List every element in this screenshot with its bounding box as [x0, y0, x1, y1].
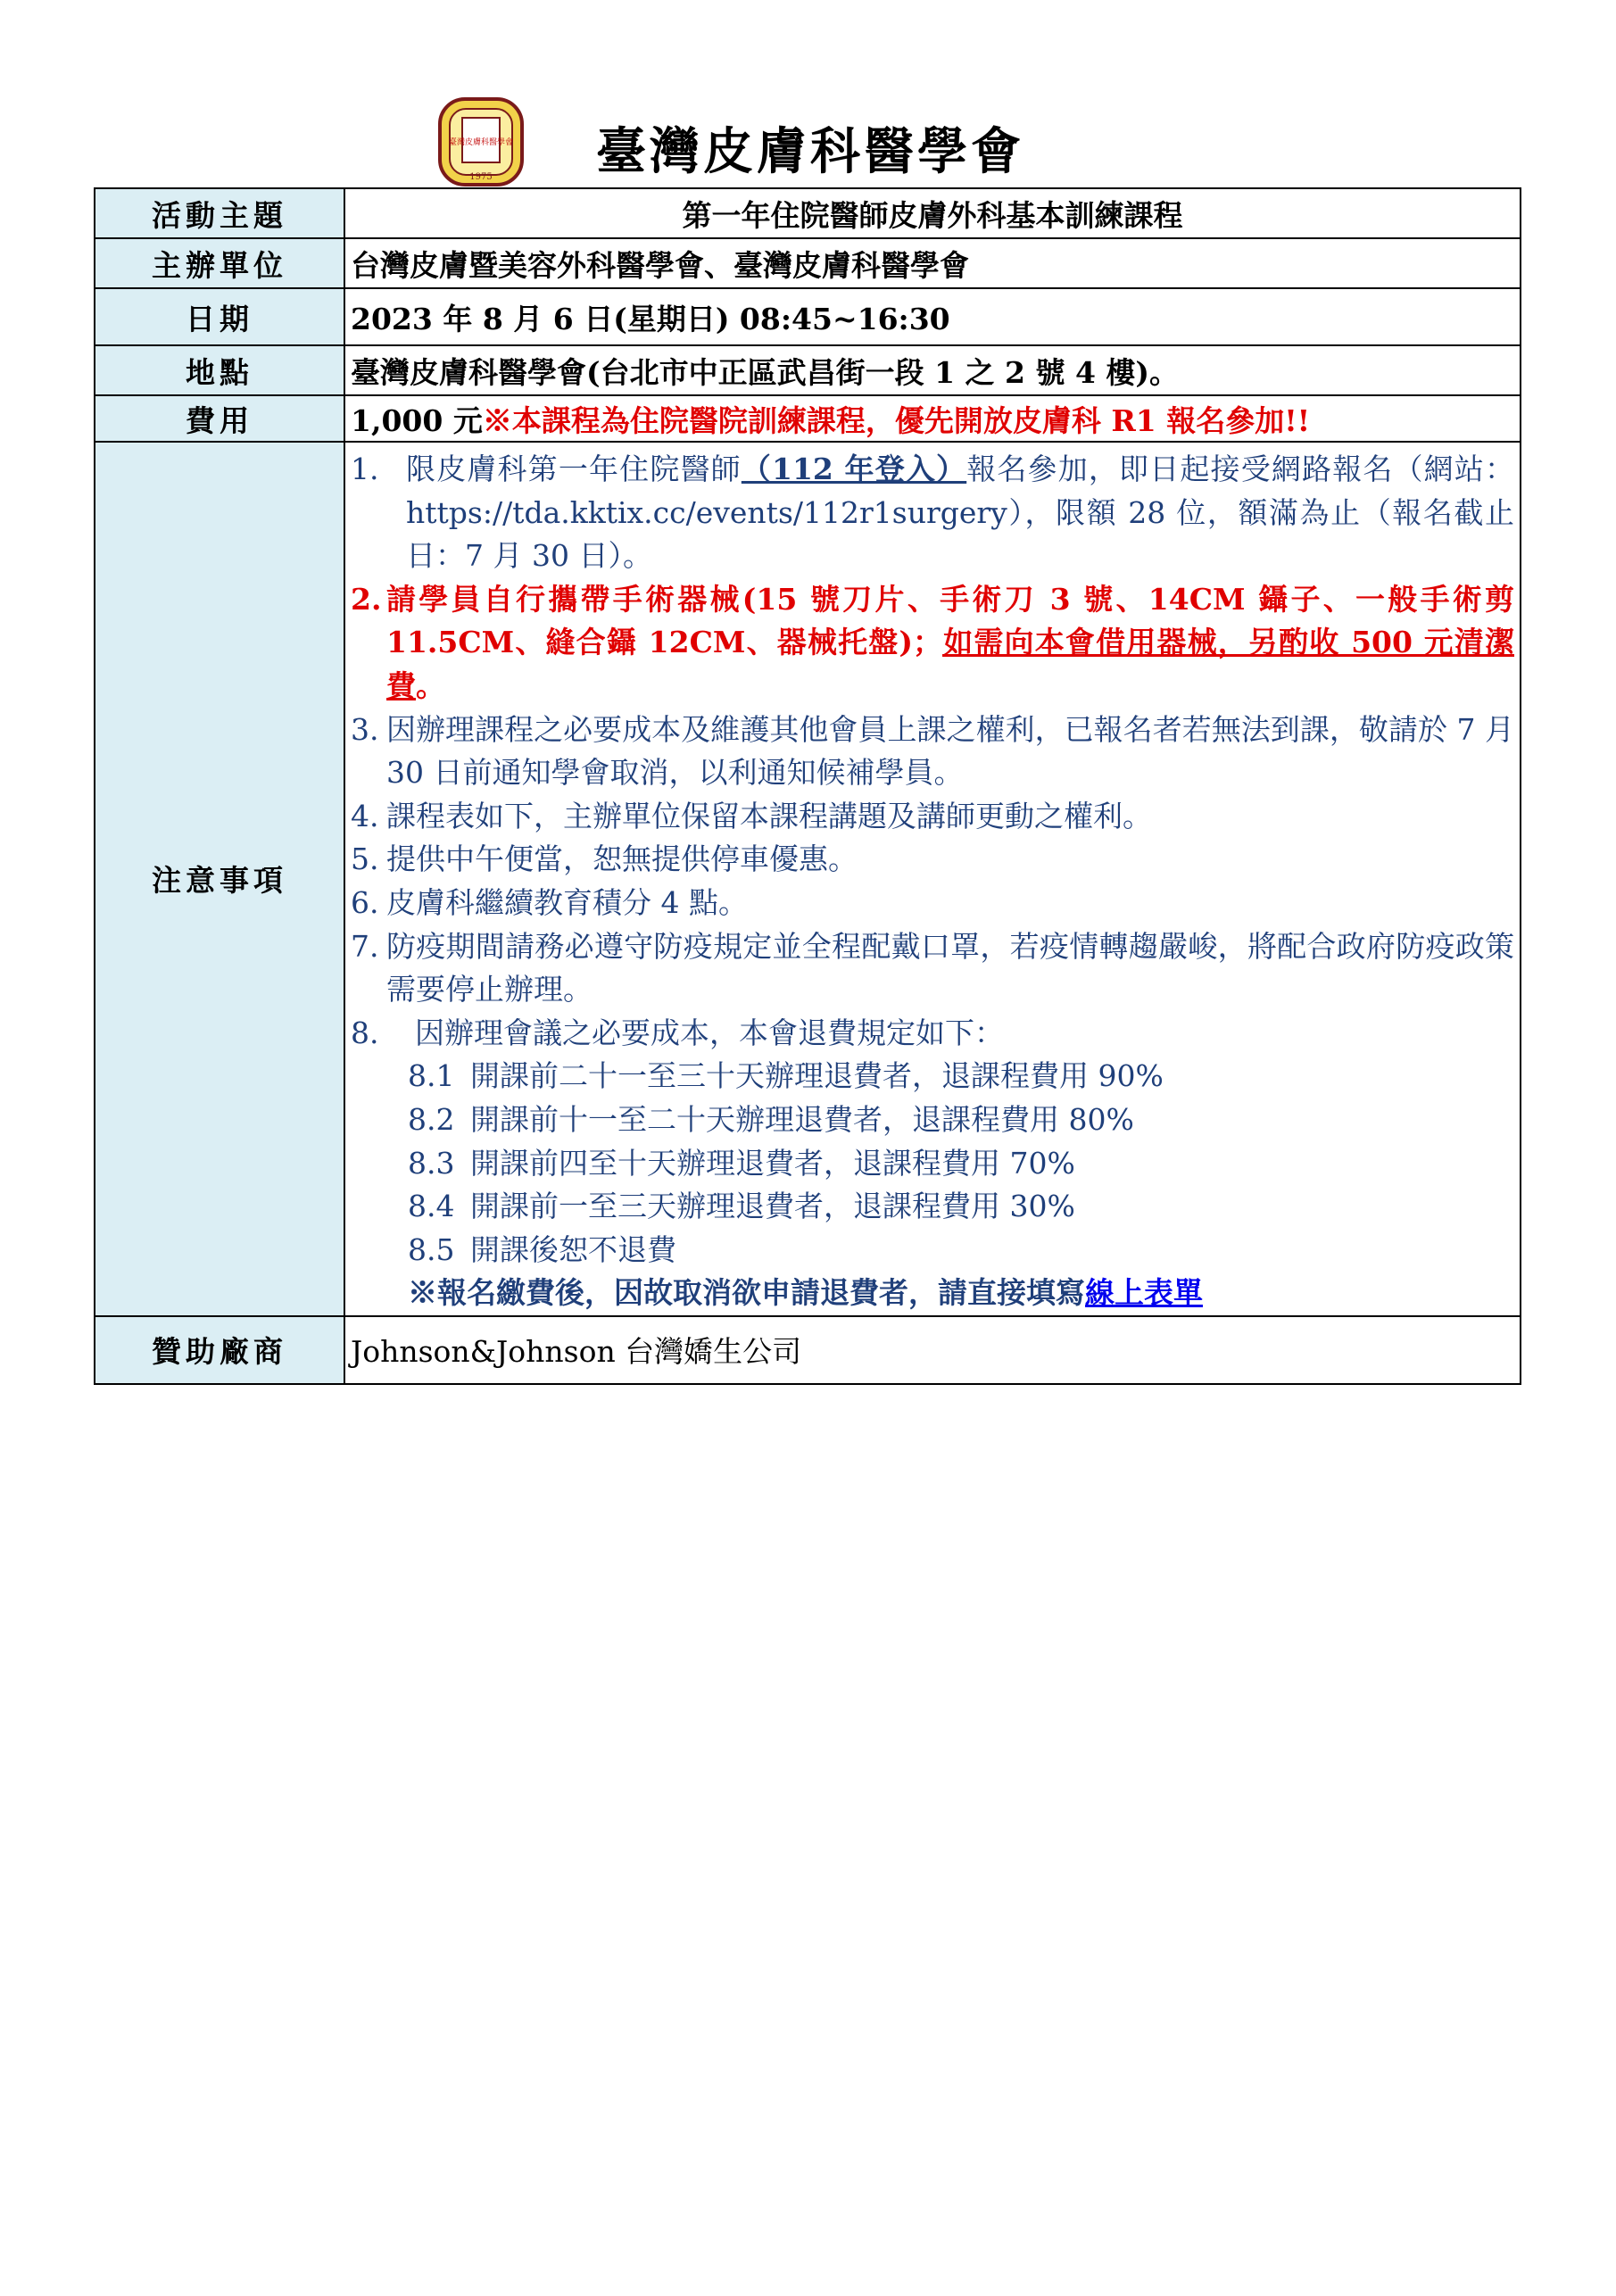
refund-rule-text: 開課前十一至二十天辦理退費者，退課程費用 80% — [470, 1101, 1134, 1137]
notes-item-5 — [351, 838, 1514, 882]
table-row-topic — [95, 188, 1521, 238]
refund-rule-3 — [351, 1142, 1514, 1186]
notes-label: 注意事項 — [95, 442, 344, 1316]
notes-item-7 — [351, 925, 1514, 1012]
notes-item-text: 因辦理課程之必要成本及維護其他會員上課之權利，已報名者若無法到課，敬請於 7 月 30 日前通知學會取消，以利通知候補學員。 — [386, 711, 1514, 791]
notes-item-end: 。 — [416, 667, 445, 703]
refund-rule-number: 8.3 — [408, 1145, 455, 1181]
topic-value: 第一年住院醫師皮膚外科基本訓練課程 — [344, 188, 1521, 238]
refund-form-note — [351, 1272, 1514, 1315]
refund-rule-text: 開課前二十一至三十天辦理退費者，退課程費用 90% — [470, 1058, 1164, 1094]
notes-item-1 — [351, 448, 1514, 578]
table-row-notes — [95, 442, 1521, 1316]
notes-item-8 — [351, 1012, 1514, 1056]
table-row-fee — [95, 395, 1521, 442]
notes-item-3 — [351, 709, 1514, 795]
refund-rule-5 — [351, 1229, 1514, 1272]
refund-rule-1 — [351, 1055, 1514, 1098]
refund-rule-4 — [351, 1185, 1514, 1229]
table-row-place — [95, 345, 1521, 395]
table-row-sponsor — [95, 1316, 1521, 1384]
refund-rule-number: 8.5 — [408, 1231, 455, 1267]
refund-rule-number: 8.1 — [408, 1058, 455, 1094]
notes-item-4 — [351, 795, 1514, 839]
refund-rule-number: 8.2 — [408, 1101, 455, 1137]
notes-item-number: 7. — [351, 928, 379, 964]
fee-label: 費用 — [95, 395, 344, 442]
page-title: 臺灣皮膚科醫學會 — [596, 122, 1024, 181]
notes-item-number: 4. — [351, 798, 379, 833]
refund-rule-2 — [351, 1098, 1514, 1142]
fee-amount: 1,000 元 — [351, 402, 483, 438]
online-form-link[interactable]: 線上表單 — [1085, 1275, 1203, 1311]
table-row-organizer — [95, 238, 1521, 288]
notes-item-6 — [351, 882, 1514, 925]
sponsor-value: Johnson&Johnson 台灣嬌生公司 — [344, 1316, 1521, 1384]
notes-value — [344, 442, 1521, 1316]
logo-center-text: 臺灣皮膚科醫學會 — [448, 138, 514, 147]
document-header — [437, 93, 1151, 191]
place-label: 地點 — [95, 345, 344, 395]
notes-item-text: 防疫期間請務必遵守防疫規定並全程配戴口罩，若疫情轉趨嚴峻，將配合政府防疫政策需要停止辦理。 — [386, 928, 1514, 1007]
notes-item-number: 1. — [351, 452, 379, 486]
fee-value — [344, 395, 1521, 442]
refund-rule-text: 開課前一至三天辦理退費者，退課程費用 30% — [470, 1189, 1075, 1224]
refund-rule-text: 開課後恕不退費 — [470, 1231, 676, 1267]
notes-item-text: 因辦理會議之必要成本，本會退費規定如下： — [415, 1015, 1004, 1050]
topic-label: 活動主題 — [95, 188, 344, 238]
notes-item-underlined: 如需向本會借用器械，另酌收 500 元清潔費 — [386, 625, 1514, 703]
notes-item-number: 2. — [351, 581, 382, 617]
organizer-label: 主辦單位 — [95, 238, 344, 288]
notes-item-text: 請學員自行攜帶手術器械(15 號刀片、手術刀 3 號、14CM 鑷子、一般手術剪 11.5CM、縫合鑷 12CM、器械托盤)； — [386, 581, 1514, 660]
table-row-date — [95, 288, 1521, 345]
notes-item-text-cont: 報名參加，即日起接受網路報名（網站：https://tda.kktix.cc/events/112r1surgery），限額 28 位，額滿為止（報名截止日：7 月 30 日）。 — [406, 452, 1515, 574]
refund-form-note-text: ※報名繳費後，因故取消欲申請退費者，請直接填寫 — [408, 1275, 1085, 1311]
notes-item-text: 提供中午便當，恕無提供停車優惠。 — [386, 841, 858, 877]
notes-item-number: 3. — [351, 711, 379, 747]
association-logo — [437, 96, 525, 187]
date-value: 2023 年 8 月 6 日(星期日) 08:45~16:30 — [344, 288, 1521, 345]
notes-item-text: 限皮膚科第一年住院醫師 — [406, 452, 742, 486]
organizer-value: 台灣皮膚暨美容外科醫學會、臺灣皮膚科醫學會 — [344, 238, 1521, 288]
notes-item-text: 課程表如下，主辦單位保留本課程講題及講師更動之權利。 — [386, 798, 1152, 833]
refund-rule-number: 8.4 — [408, 1189, 455, 1224]
notes-list — [345, 443, 1520, 1315]
date-label: 日期 — [95, 288, 344, 345]
refund-rule-text: 開課前四至十天辦理退費者，退課程費用 70% — [470, 1145, 1075, 1181]
event-info-table — [94, 187, 1521, 1385]
place-value: 臺灣皮膚科醫學會(台北市中正區武昌街一段 1 之 2 號 4 樓)。 — [344, 345, 1521, 395]
logo-year: 1975 — [469, 172, 493, 182]
notes-item-2 — [351, 578, 1514, 709]
notes-item-text: 皮膚科繼續教育積分 4 點。 — [386, 884, 748, 920]
notes-item-number: 8. — [351, 1015, 379, 1050]
fee-note: ※本課程為住院醫院訓練課程，優先開放皮膚科 R1 報名參加!! — [482, 402, 1311, 438]
notes-item-number: 5. — [351, 841, 379, 877]
notes-item-emphasis: （112 年登入） — [741, 452, 967, 486]
notes-item-number: 6. — [351, 884, 379, 920]
sponsor-label: 贊助廠商 — [95, 1316, 344, 1384]
